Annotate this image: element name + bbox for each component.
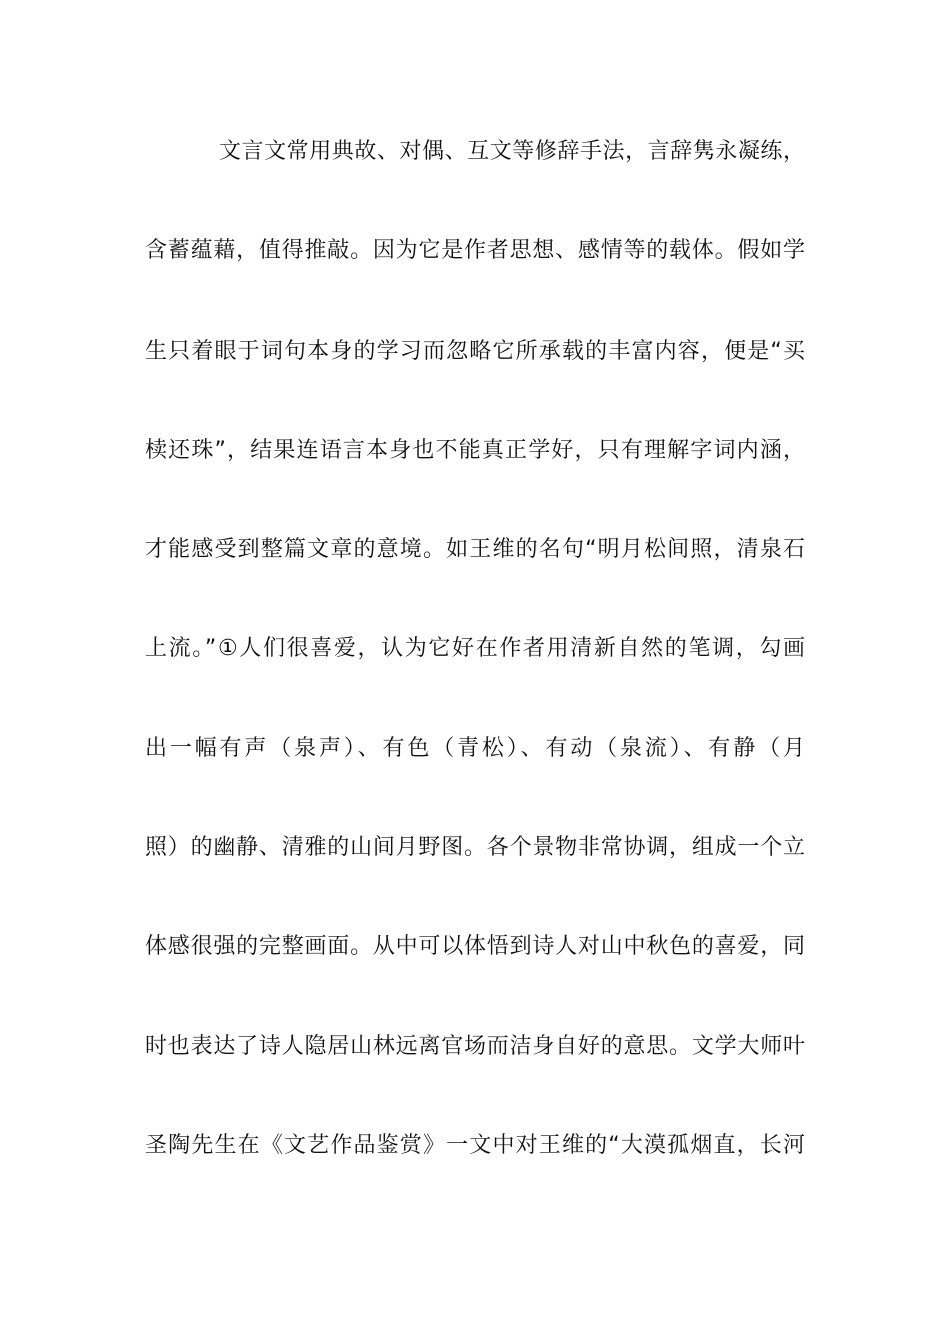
paragraph-line-2: 含蓄蕴藉，值得推敲。因为它是作者思想、感情等的载体。假如学 [145, 238, 805, 263]
paragraph-line-8: 照）的幽静、清雅的山间月野图。各个景物非常协调，组成一个立 [145, 835, 805, 860]
paragraph-line-10: 时也表达了诗人隐居山林远离官场而洁身自好的意思。文学大师叶 [145, 1034, 805, 1059]
paragraph-line-6: 上流。”①人们很喜爱，认为它好在作者用清新自然的笔调，勾画 [145, 636, 805, 661]
paragraph-line-3: 生只着眼于词句本身的学习而忽略它所承载的丰富内容，便是“买 [145, 339, 805, 364]
paragraph-line-4: 椟还珠”，结果连语言本身也不能真正学好，只有理解字词内涵， [145, 438, 805, 463]
paragraph-line-7: 出一幅有声（泉声）、有色（青松）、有动（泉流）、有静（月 [145, 736, 805, 761]
paragraph-line-1: 文言文常用典故、对偶、互文等修辞手法，言辞隽永凝练， [219, 139, 805, 164]
paragraph-line-11: 圣陶先生在《文艺作品鉴赏》一文中对王维的“大漠孤烟直，长河 [145, 1133, 805, 1158]
paragraph-line-9: 体感很强的完整画面。从中可以体悟到诗人对山中秋色的喜爱，同 [145, 934, 805, 959]
paragraph-line-5: 才能感受到整篇文章的意境。如王维的名句“明月松间照，清泉石 [145, 537, 805, 562]
